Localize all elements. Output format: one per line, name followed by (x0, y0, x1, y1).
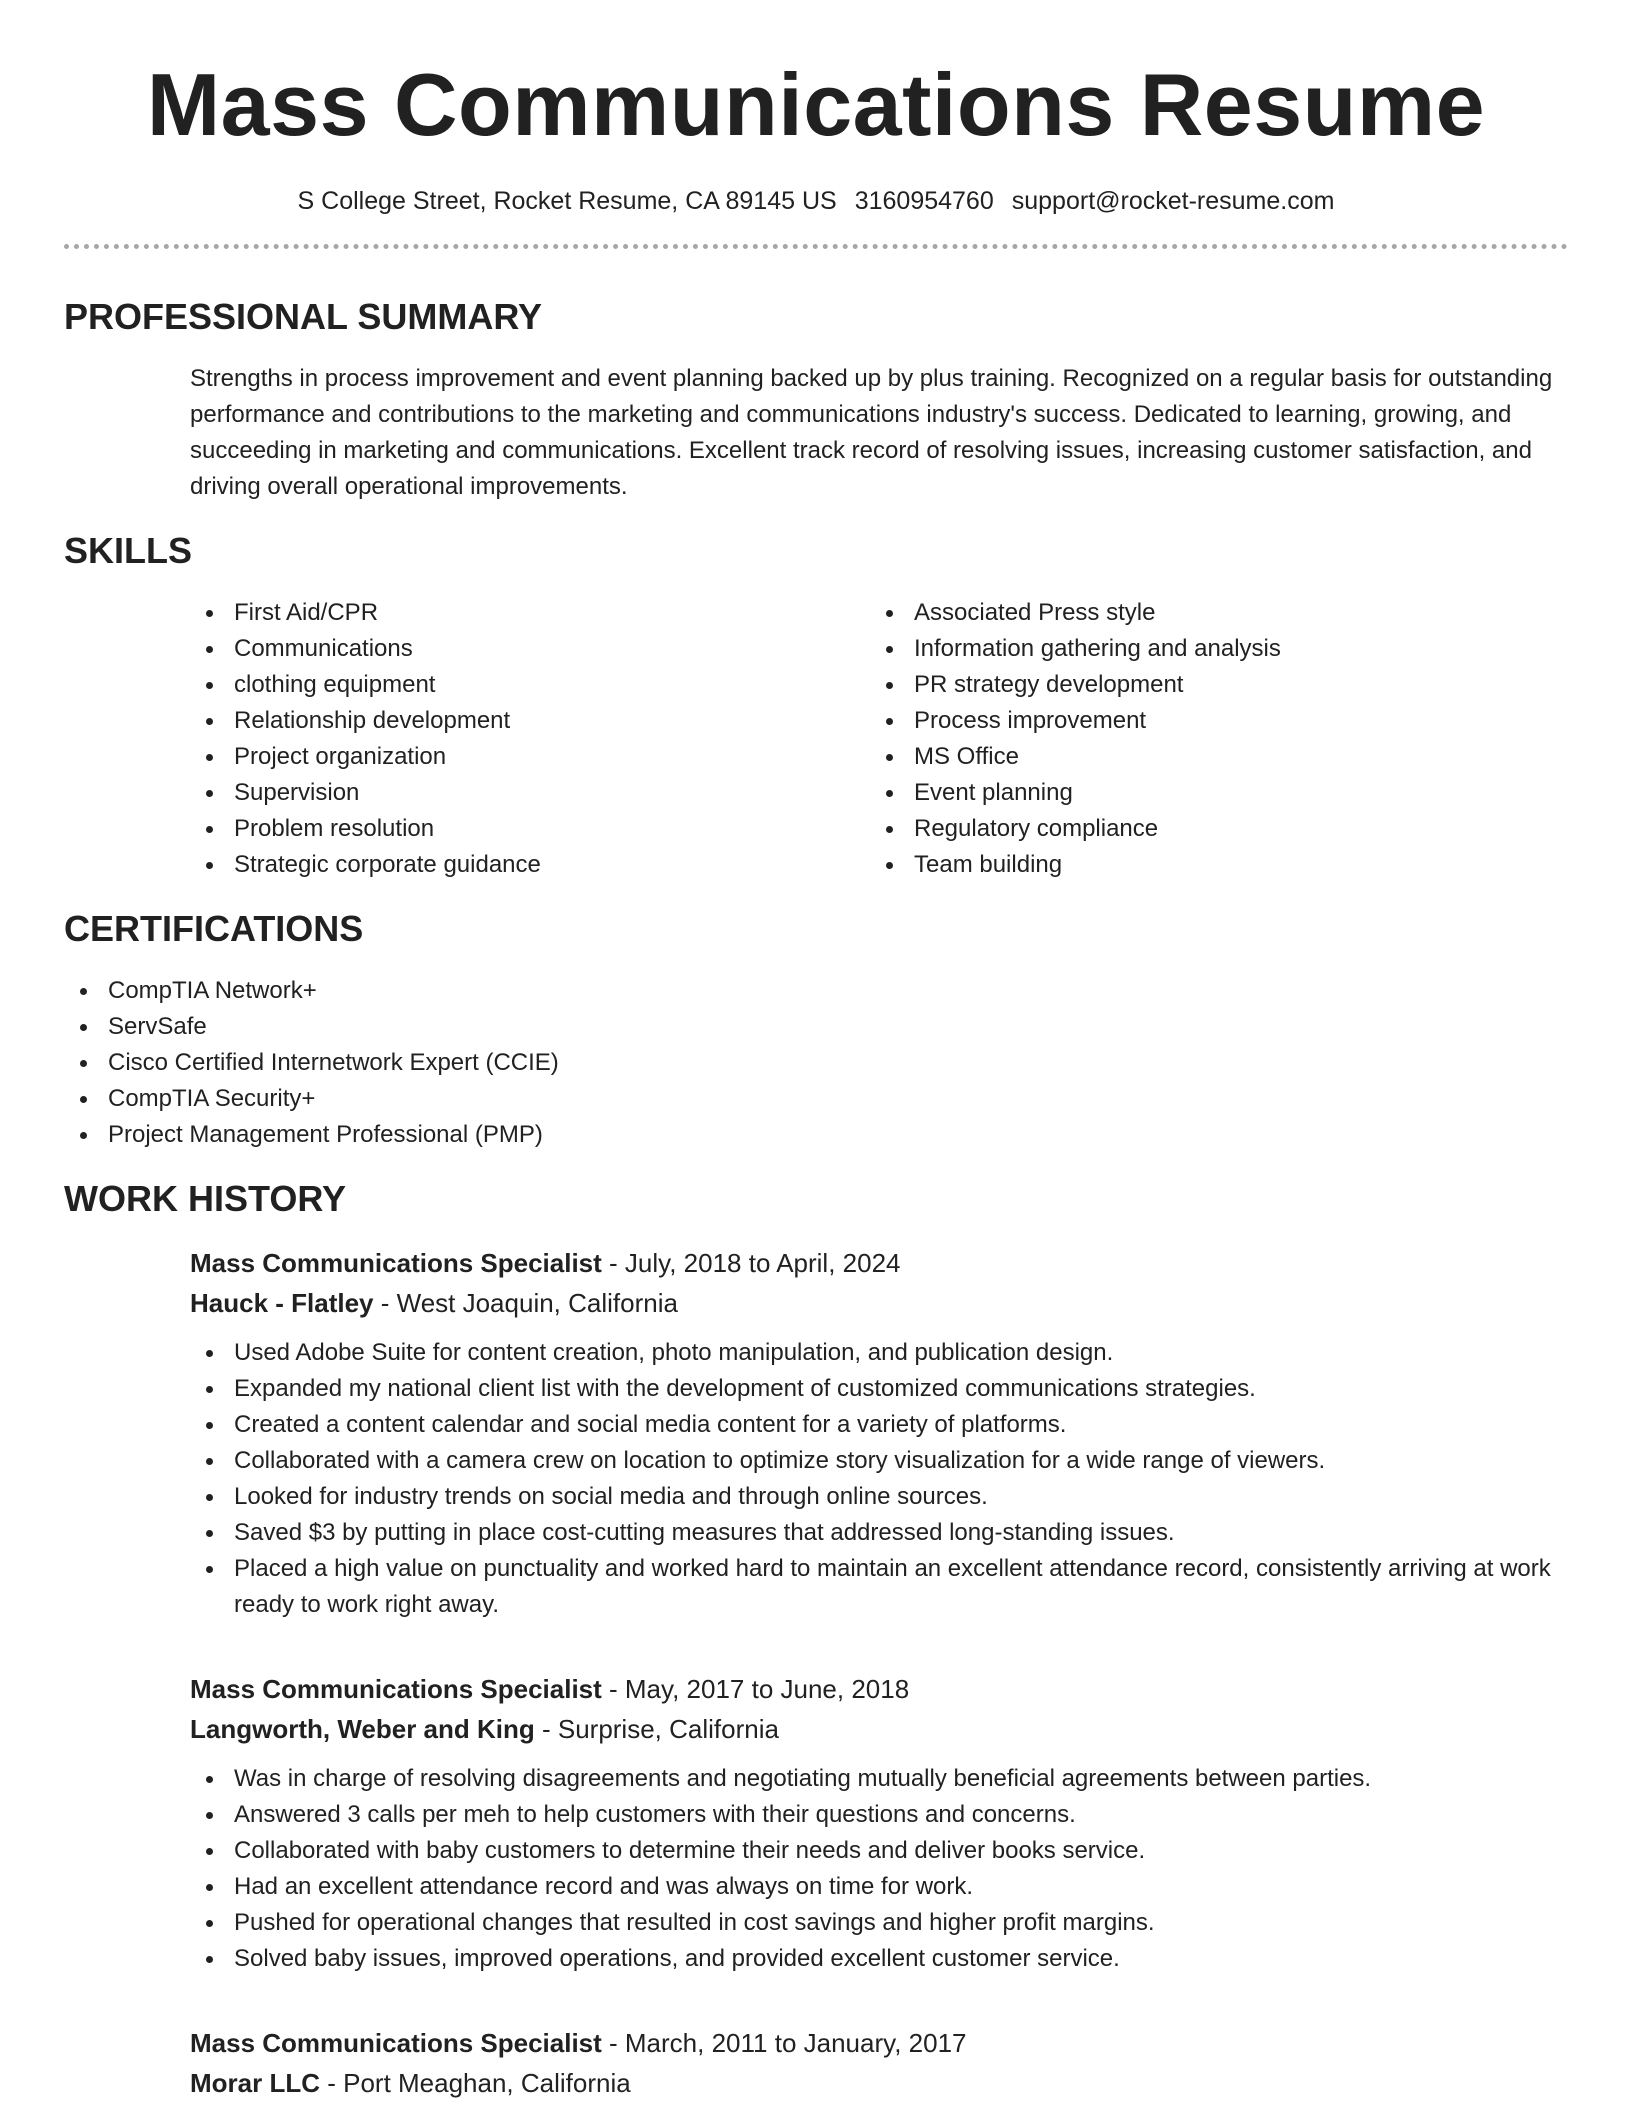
job-bullets (190, 1335, 1568, 1623)
job-bullet: Collaborated with baby customers to determine their needs and deliver books service. (190, 1833, 1568, 1869)
certification-item: CompTIA Security+ (64, 1081, 1568, 1117)
job-company-line (190, 2063, 1568, 2103)
skill-item: Regulatory compliance (870, 811, 1550, 847)
job-entry (190, 1243, 1568, 1623)
job-bullet: Answered 3 calls per meh to help customers with their questions and concerns. (190, 1797, 1568, 1833)
skills-list-left (190, 595, 870, 883)
job-title-line (190, 1243, 1568, 1283)
certification-item: Cisco Certified Internetwork Expert (CCIE) (64, 1045, 1568, 1081)
skill-item: Strategic corporate guidance (190, 847, 870, 883)
job-bullet: Created a content calendar and social media content for a variety of platforms. (190, 1407, 1568, 1443)
skills-list-right (870, 595, 1550, 883)
skill-item: clothing equipment (190, 667, 870, 703)
job-bullet: Saved $3 by putting in place cost-cutting measures that addressed long-standing issues. (190, 1515, 1568, 1551)
skill-item: Communications (190, 631, 870, 667)
job-dates: - May, 2017 to June, 2018 (601, 1674, 910, 1704)
contact-address: S College Street, Rocket Resume, CA 89145 US (297, 187, 837, 215)
job-company: Morar LLC (190, 2068, 320, 2098)
skill-item: Problem resolution (190, 811, 870, 847)
skill-item: Information gathering and analysis (870, 631, 1550, 667)
skill-item: Team building (870, 847, 1550, 883)
resume-page (64, 0, 1568, 2103)
skill-item: First Aid/CPR (190, 595, 870, 631)
job-bullet: Looked for industry trends on social media and through online sources. (190, 1479, 1568, 1515)
job-bullet: Expanded my national client list with the development of customized communications strategies. (190, 1371, 1568, 1407)
job-title-line (190, 2023, 1568, 2063)
job-title: Mass Communications Specialist (190, 1248, 602, 1278)
job-bullet: Used Adobe Suite for content creation, photo manipulation, and publication design. (190, 1335, 1568, 1371)
contact-email[interactable]: support@rocket-resume.com (1011, 187, 1335, 215)
job-location: - Port Meaghan, California (320, 2068, 631, 2098)
job-bullet: Collaborated with a camera crew on location to optimize story visualization for a wide range of viewers. (190, 1443, 1568, 1479)
job-dates: - July, 2018 to April, 2024 (601, 1248, 901, 1278)
job-bullet: Was in charge of resolving disagreements and negotiating mutually beneficial agreements between parties. (190, 1761, 1568, 1797)
job-location: - Surprise, California (534, 1714, 779, 1744)
skill-item: Associated Press style (870, 595, 1550, 631)
skill-item: Event planning (870, 775, 1550, 811)
skills-grid (190, 595, 1568, 883)
job-company-line (190, 1709, 1568, 1749)
skill-item: PR strategy development (870, 667, 1550, 703)
job-company-line (190, 1283, 1568, 1323)
job-entry (190, 1669, 1568, 1977)
job-bullet: Had an excellent attendance record and was always on time for work. (190, 1869, 1568, 1905)
certifications-list (64, 973, 1568, 1153)
job-title-line (190, 1669, 1568, 1709)
job-bullet: Pushed for operational changes that resulted in cost savings and higher profit margins. (190, 1905, 1568, 1941)
work-history-heading: WORK HISTORY (64, 1178, 347, 1219)
job-company: Hauck - Flatley (190, 1288, 374, 1318)
resume-title: Mass Communications Resume (146, 55, 1486, 154)
job-dates: - March, 2011 to January, 2017 (601, 2028, 967, 2058)
skill-item: Process improvement (870, 703, 1550, 739)
job-bullet: Solved baby issues, improved operations, and provided excellent customer service. (190, 1941, 1568, 1977)
skills-heading: SKILLS (64, 530, 193, 571)
job-title: Mass Communications Specialist (190, 1674, 602, 1704)
summary-heading: PROFESSIONAL SUMMARY (64, 296, 543, 337)
job-bullet: Placed a high value on punctuality and worked hard to maintain an excellent attendance record, consistently arriving at work ready to work right away. (190, 1551, 1568, 1623)
contact-line (64, 184, 1568, 218)
summary-text: Strengths in process improvement and event planning backed up by plus training. Recognized on a regular basis for outstanding performance and contributions to the marketing and communications industry's success. Dedicated to learning, growing, and succeeding in marketing and communications. Excellent track record of resolving issues, increasing customer satisfaction, and driving overall operational improvements. (190, 365, 1553, 500)
job-company: Langworth, Weber and King (190, 1714, 535, 1744)
contact-phone: 3160954760 (854, 187, 994, 215)
skill-item: Relationship development (190, 703, 870, 739)
job-title: Mass Communications Specialist (190, 2028, 602, 2058)
job-location: - West Joaquin, California (373, 1288, 678, 1318)
certification-item: Project Management Professional (PMP) (64, 1117, 1568, 1153)
header-divider (64, 244, 1568, 249)
certification-item: CompTIA Network+ (64, 973, 1568, 1009)
certifications-heading: CERTIFICATIONS (64, 908, 364, 949)
certification-item: ServSafe (64, 1009, 1568, 1045)
job-entry (190, 2023, 1568, 2103)
skill-item: Supervision (190, 775, 870, 811)
skill-item: Project organization (190, 739, 870, 775)
skill-item: MS Office (870, 739, 1550, 775)
job-bullets (190, 1761, 1568, 1977)
